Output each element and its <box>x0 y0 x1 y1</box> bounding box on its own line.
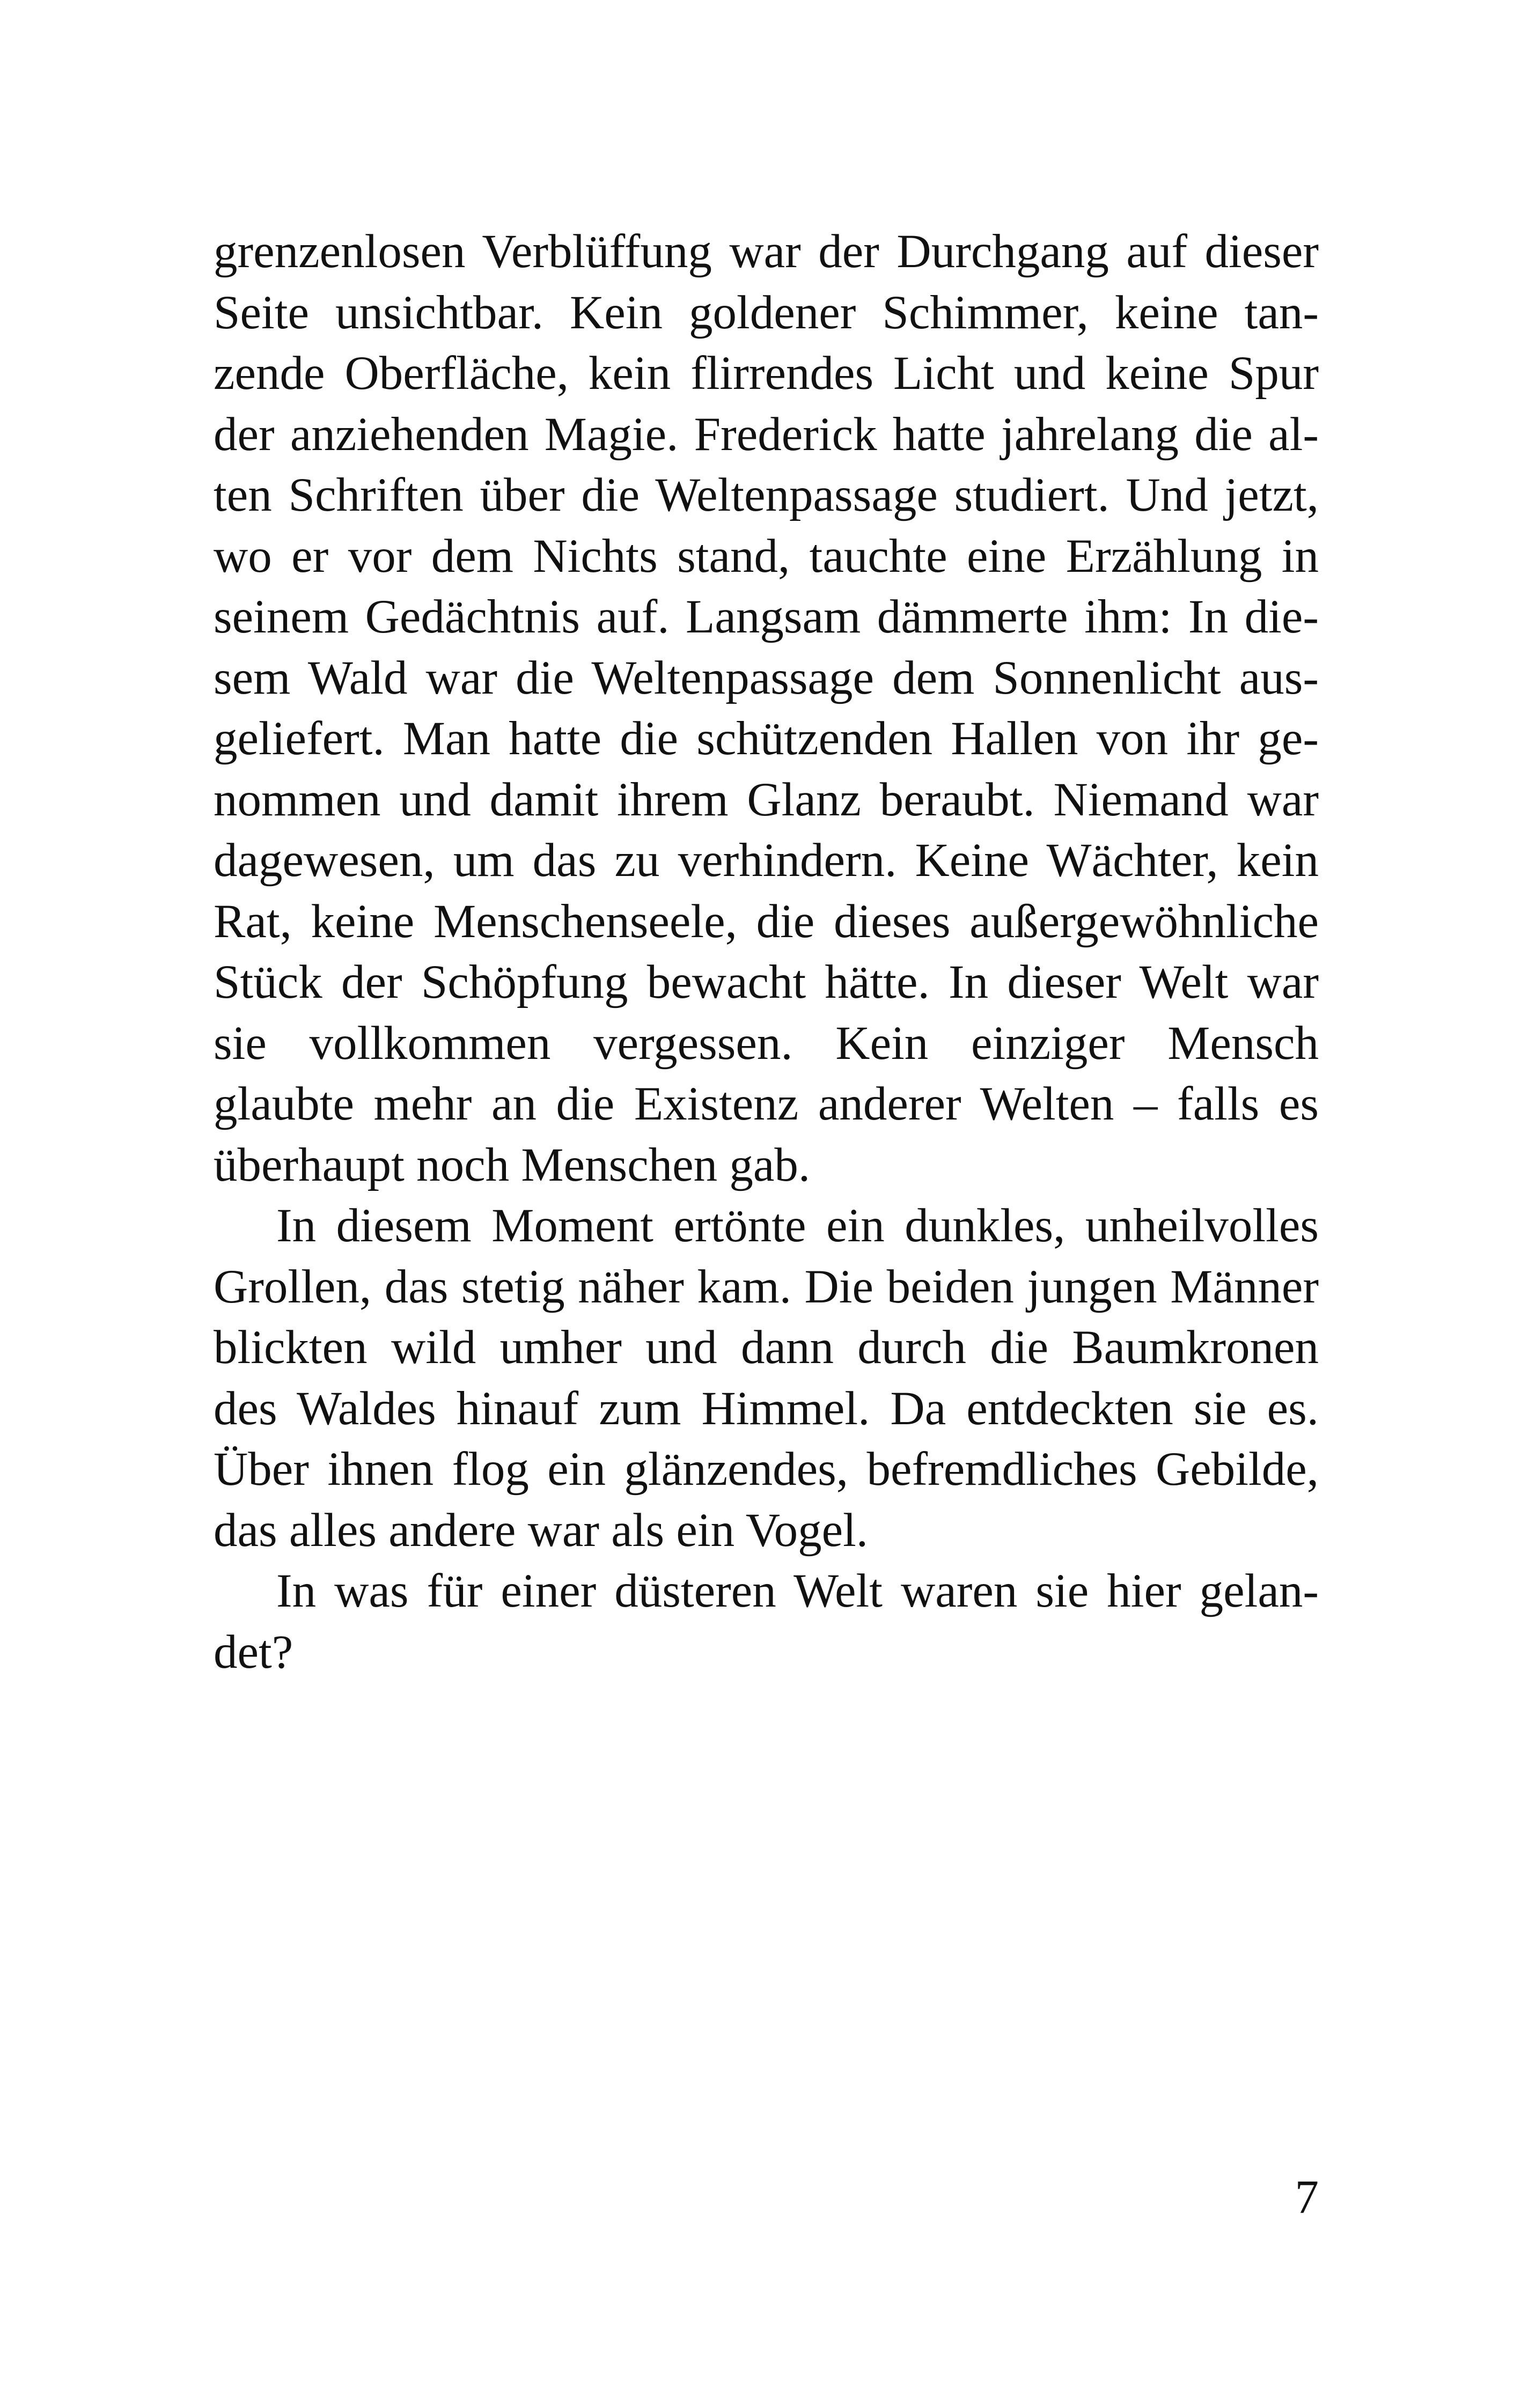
text-line: wo er vor dem Nichts stand, tauchte eine Erzählung in <box>214 529 1319 583</box>
text-line: der anziehenden Magie. Frederick hatte jahrelang die al- <box>214 408 1319 461</box>
text-line: Grollen, das stetig näher kam. Die beiden jungen Männer <box>214 1260 1319 1313</box>
text-line: Über ihnen flog ein glänzendes, befremdliches Gebilde, <box>214 1443 1319 1496</box>
text-line: das alles andere war als ein Vogel. <box>214 1504 869 1557</box>
text-line: In was für einer düsteren Welt waren sie hier gelan- <box>276 1565 1319 1617</box>
text-line: sem Wald war die Weltenpassage dem Sonnenlicht aus- <box>214 651 1319 704</box>
text-line: dagewesen, um das zu verhindern. Keine Wächter, kein <box>214 834 1319 887</box>
text-line: ten Schriften über die Weltenpassage studiert. Und jetzt, <box>214 469 1319 521</box>
text-line: det? <box>214 1625 293 1678</box>
text-line: Seite unsichtbar. Kein goldener Schimmer, keine tan- <box>214 286 1319 339</box>
text-line: zende Oberfläche, kein flirrendes Licht und keine Spur <box>214 347 1319 400</box>
text-line: seinem Gedächtnis auf. Langsam dämmerte ihm: In die- <box>214 591 1319 643</box>
text-line: Rat, keine Menschenseele, die dieses außergewöhnliche <box>214 895 1319 948</box>
body-text <box>214 222 1319 1683</box>
text-line: In diesem Moment ertönte ein dunkles, unheilvolles <box>276 1199 1319 1252</box>
text-line: geliefert. Man hatte die schützenden Hallen von ihr ge- <box>214 712 1319 765</box>
text-line: des Waldes hinauf zum Himmel. Da entdeckten sie es. <box>214 1382 1319 1435</box>
text-line: blickten wild umher und dann durch die Baumkronen <box>214 1321 1319 1374</box>
text-line: glaubte mehr an die Existenz anderer Welten – falls es <box>214 1078 1319 1130</box>
text-line: nommen und damit ihrem Glanz beraubt. Niemand war <box>214 773 1319 826</box>
page-number: 7 <box>1295 2171 1319 2223</box>
text-line: überhaupt noch Menschen gab. <box>214 1138 811 1191</box>
text-line: Stück der Schöpfung bewacht hätte. In dieser Welt war <box>214 956 1319 1008</box>
text-line: sie vollkommen vergessen. Kein einziger Mensch <box>214 1017 1319 1070</box>
text-line: grenzenlosen Verblüffung war der Durchgang auf dieser <box>214 225 1319 278</box>
